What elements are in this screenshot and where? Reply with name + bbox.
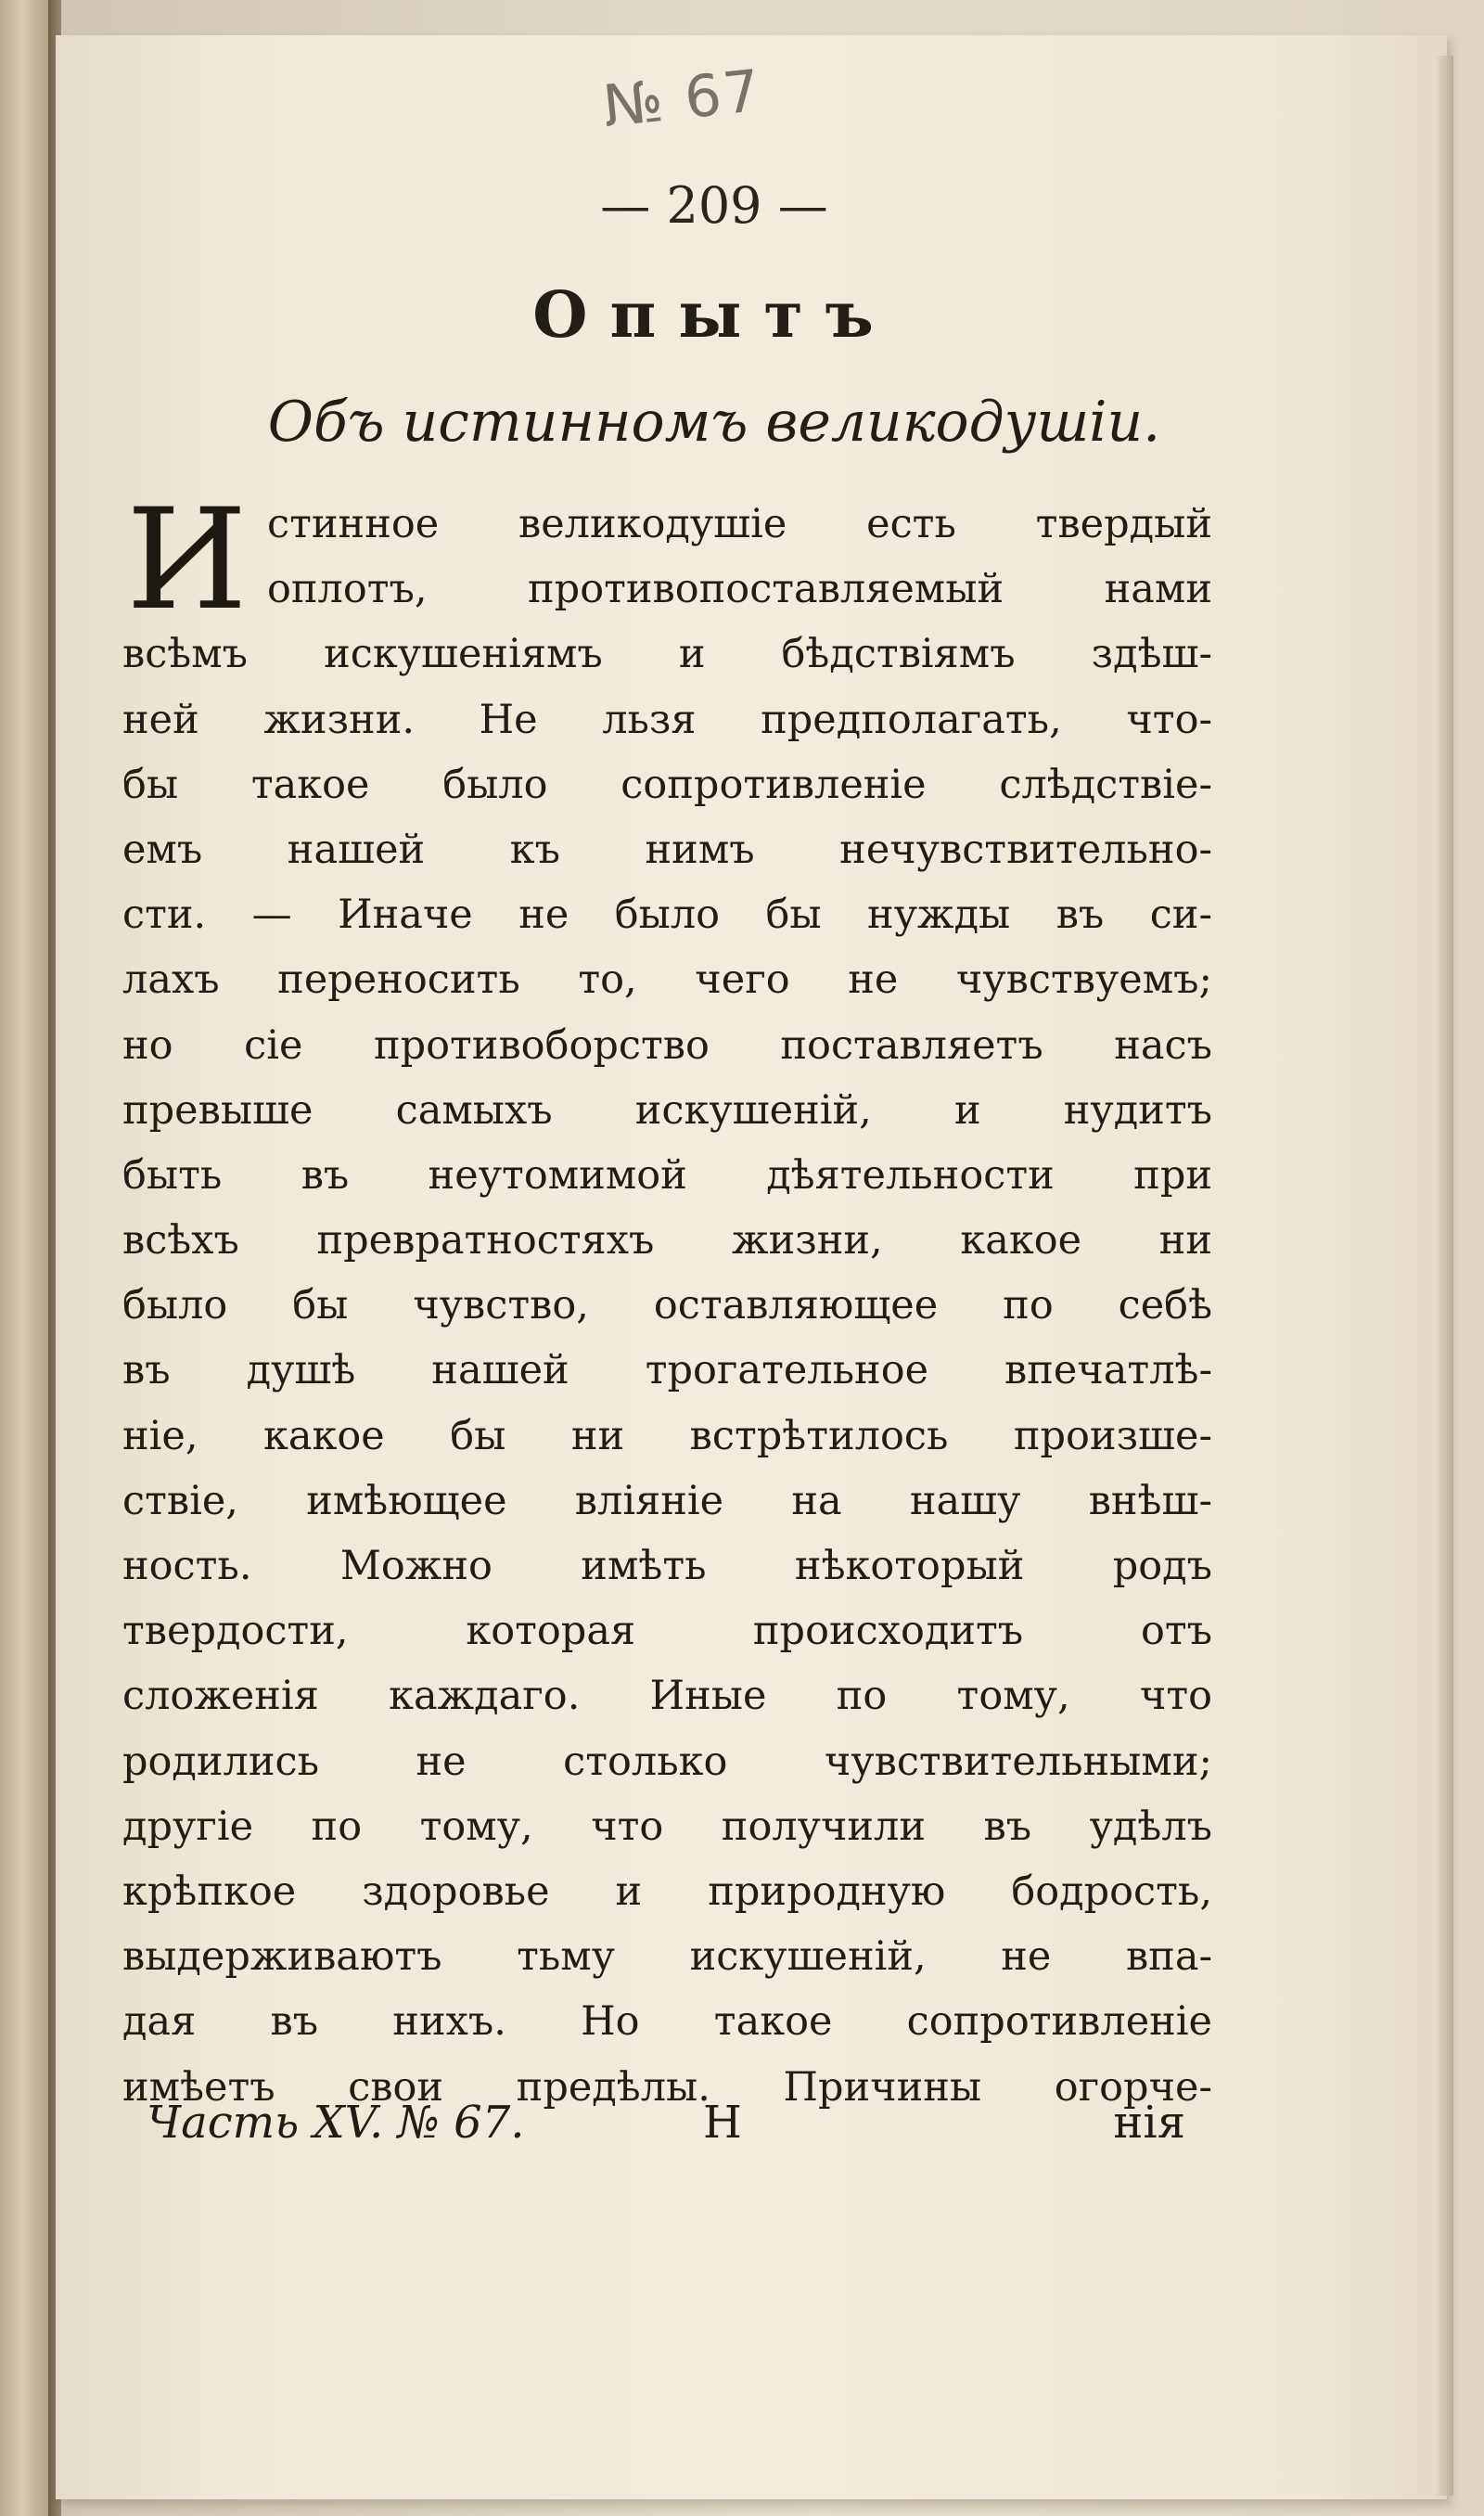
drop-cap: И bbox=[126, 480, 248, 641]
page-number: — 209 — bbox=[600, 176, 828, 235]
facing-page-edge bbox=[0, 0, 56, 2516]
text-line: было бы чувство, оставляющее по себѣ bbox=[122, 1282, 1212, 1329]
text-line: сложенія каждаго. Иные по тому, что bbox=[122, 1673, 1212, 1720]
page-edge bbox=[1433, 56, 1453, 2496]
text-line: сти. — Иначе не было бы нужды въ си- bbox=[122, 892, 1212, 939]
text-line: имѣетъ свои предѣлы. Причины огорче- bbox=[122, 2063, 1212, 2111]
text-line: ствіе, имѣющее вліяніе на нашу внѣш- bbox=[122, 1477, 1212, 1524]
signature-mark: Н bbox=[703, 2097, 742, 2149]
handwritten-note: № 67 bbox=[599, 56, 765, 141]
article-title: Опытъ bbox=[532, 278, 896, 353]
article-subtitle: Объ истинномъ великодушіи. bbox=[267, 390, 1161, 455]
text-line: всѣхъ превратностяхъ жизни, какое ни bbox=[122, 1217, 1212, 1264]
text-line: оплотъ, противопоставляемый нами bbox=[267, 566, 1212, 613]
text-line: превыше самыхъ искушеній, и нудитъ bbox=[122, 1086, 1212, 1134]
page-footer bbox=[147, 2097, 1185, 2162]
text-line: ніе, какое бы ни встрѣтилось произше- bbox=[122, 1412, 1212, 1459]
text-line: дая въ нихъ. Но такое сопротивленіе bbox=[122, 1998, 1212, 2046]
text-line: родились не столько чувствительными; bbox=[122, 1738, 1212, 1785]
text-line: лахъ переносить то, чего не чувствуемъ; bbox=[122, 956, 1212, 1004]
text-line: ней жизни. Не льзя предполагать, что- bbox=[122, 696, 1212, 743]
catchword: нія bbox=[1113, 2097, 1185, 2149]
text-line: бы такое было сопротивленіе слѣдствіе- bbox=[122, 761, 1212, 808]
volume-issue: Часть XV. № 67. bbox=[147, 2097, 525, 2149]
text-line: другіе по тому, что получили въ удѣлъ bbox=[122, 1803, 1212, 1850]
text-line: но сіе противоборство поставляетъ насъ bbox=[122, 1021, 1212, 1069]
text-line: твердости, которая происходитъ отъ bbox=[122, 1608, 1212, 1655]
text-line: выдерживаютъ тьму искушеній, не впа- bbox=[122, 1933, 1212, 1981]
text-line: емъ нашей къ нимъ нечувствительно- bbox=[122, 826, 1212, 873]
text-line: крѣпкое здоровье и природную бодрость, bbox=[122, 1868, 1212, 1915]
text-line: ность. Можно имѣть нѣкоторый родъ bbox=[122, 1543, 1212, 1589]
text-line: въ душѣ нашей трогательное впечатлѣ- bbox=[122, 1347, 1212, 1394]
body-text bbox=[122, 480, 1212, 2120]
text-line: стинное великодушіе есть твердый bbox=[267, 501, 1212, 547]
text-line: быть въ неутомимой дѣятельности при bbox=[122, 1151, 1212, 1199]
text-line: всѣмъ искушеніямъ и бѣдствіямъ здѣш- bbox=[122, 631, 1212, 678]
